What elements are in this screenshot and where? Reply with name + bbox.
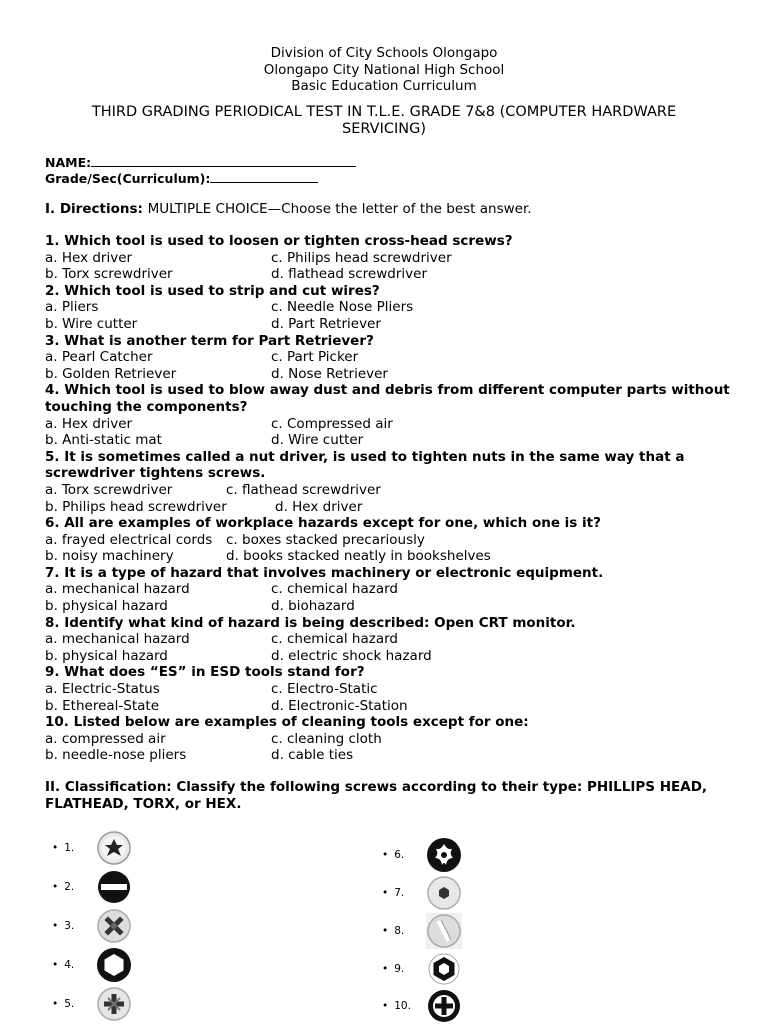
options-row <box>45 731 745 748</box>
option-b[interactable]: b. noisy machinery <box>45 548 174 565</box>
option-c[interactable]: c. Needle Nose Pliers <box>271 299 414 316</box>
question-7: 7. It is a type of hazard that involves machinery or electronic equipment. <box>45 564 604 581</box>
options-row <box>45 681 745 698</box>
name-line[interactable] <box>91 155 356 167</box>
screw-item-3: • 3. <box>52 908 134 944</box>
school-header <box>0 45 768 95</box>
options-row <box>45 499 745 516</box>
question-9: 9. What does “ES” in ESD tools stand for? <box>45 664 365 681</box>
hex-screw-icon <box>94 947 134 983</box>
option-c[interactable]: c. Electro-Static <box>271 681 378 698</box>
option-c[interactable]: c. flathead screwdriver <box>226 481 381 498</box>
option-d[interactable]: d. Hex driver <box>275 498 363 515</box>
screw-item-2: • 2. <box>52 869 134 905</box>
option-a[interactable]: a. Pearl Catcher <box>45 349 153 366</box>
option-a[interactable]: a. Hex driver <box>45 415 133 432</box>
option-b[interactable]: b. Anti-static mat <box>45 432 162 449</box>
option-d[interactable]: d. Part Retriever <box>271 315 381 332</box>
options-row <box>45 432 745 449</box>
screw-item-9: • 9. <box>382 951 464 987</box>
options-row <box>45 250 745 267</box>
hex-screw-icon <box>424 875 464 911</box>
option-a[interactable]: a. mechanical hazard <box>45 631 190 648</box>
option-b[interactable]: b. physical hazard <box>45 598 168 615</box>
grade-label: Grade/Sec(Curriculum): <box>45 171 211 186</box>
question-3: 3. What is another term for Part Retriever? <box>45 332 374 349</box>
option-d[interactable]: d. biohazard <box>271 598 355 615</box>
option-a[interactable]: a. mechanical hazard <box>45 581 190 598</box>
name-field[interactable] <box>45 155 356 170</box>
flathead-screw-icon <box>424 913 464 949</box>
option-b[interactable]: b. Wire cutter <box>45 315 138 332</box>
torx-screw-icon <box>94 830 134 866</box>
options-row <box>45 648 745 665</box>
option-a[interactable]: a. compressed air <box>45 730 166 747</box>
question-10: 10. Listed below are examples of cleaning tools except for one: <box>45 714 529 731</box>
options-row <box>45 598 745 615</box>
flathead-screw-icon <box>94 869 134 905</box>
grade-field[interactable] <box>45 171 318 186</box>
option-b[interactable]: b. physical hazard <box>45 647 168 664</box>
option-b[interactable]: b. Golden Retriever <box>45 365 177 382</box>
option-c[interactable]: c. chemical hazard <box>271 631 398 648</box>
torx-screw-icon <box>424 837 464 873</box>
options-row <box>45 698 745 715</box>
option-a[interactable]: a. Torx screwdriver <box>45 481 173 498</box>
option-c[interactable]: c. boxes stacked precariously <box>226 531 425 548</box>
screw-item-5: • 5. <box>52 986 134 1022</box>
option-c[interactable]: c. Part Picker <box>271 349 359 366</box>
question-list <box>45 233 745 764</box>
directions <box>45 201 745 217</box>
question-5: 5. It is sometimes called a nut driver, is used to tighten nuts in the same way that a screwdriver tightens screws. <box>45 448 685 482</box>
classification-heading: II. Classification: Classify the following screws according to their type: PHILLIPS HEAD, FLATHEAD, TORX, or HEX. <box>45 779 708 812</box>
option-c[interactable]: c. Compressed air <box>271 415 393 432</box>
name-label: NAME: <box>45 155 92 170</box>
question-8: 8. Identify what kind of hazard is being described: Open CRT monitor. <box>45 614 576 631</box>
question-1: 1. Which tool is used to loosen or tighten cross-head screws? <box>45 233 513 249</box>
screw-item-4: • 4. <box>52 947 134 983</box>
school-line: Olongapo City National High School <box>263 61 505 78</box>
option-c[interactable]: c. cleaning cloth <box>271 730 382 747</box>
option-d[interactable]: d. flathead screwdriver <box>271 266 427 283</box>
option-b[interactable]: b. needle-nose pliers <box>45 747 187 764</box>
screw-item-6: • 6. <box>382 837 464 873</box>
option-d[interactable]: d. Nose Retriever <box>271 365 388 382</box>
option-b[interactable]: b. Ethereal-State <box>45 697 160 714</box>
options-row <box>45 349 745 366</box>
options-row <box>45 548 745 565</box>
options-row <box>45 482 745 499</box>
options-row <box>45 299 745 316</box>
option-c[interactable]: c. chemical hazard <box>271 581 398 598</box>
options-row <box>45 366 745 383</box>
options-row <box>45 416 745 433</box>
hex-screw-icon <box>424 951 464 987</box>
phillips-screw-icon <box>94 986 134 1022</box>
options-row <box>45 532 745 549</box>
option-b[interactable]: b. Philips head screwdriver <box>45 498 227 515</box>
option-a[interactable]: a. Pliers <box>45 299 99 316</box>
option-a[interactable]: a. Electric-Status <box>45 681 160 698</box>
test-title: THIRD GRADING PERIODICAL TEST IN T.L.E. GRADE 7&8 (COMPUTER HARDWARE SERVICING) <box>91 104 677 137</box>
curriculum-line: Basic Education Curriculum <box>291 78 477 94</box>
phillips-screw-icon <box>94 908 134 944</box>
screw-item-7: • 7. <box>382 875 464 911</box>
option-d[interactable]: d. Wire cutter <box>271 432 364 449</box>
option-a[interactable]: a. Hex driver <box>45 249 133 266</box>
phillips-screw-icon <box>424 988 464 1024</box>
option-d[interactable]: d. electric shock hazard <box>271 647 432 664</box>
option-c[interactable]: c. Philips head screwdriver <box>271 249 452 266</box>
directions-text: MULTIPLE CHOICE—Choose the letter of the best answer. <box>147 201 532 217</box>
options-row <box>45 581 745 598</box>
question-4: 4. Which tool is used to blow away dust and debris from different computer parts without touching the components? <box>45 382 730 415</box>
question-6: 6. All are examples of workplace hazards except for one, which one is it? <box>45 515 601 532</box>
option-d[interactable]: d. books stacked neatly in bookshelves <box>226 548 491 565</box>
option-a[interactable]: a. frayed electrical cords <box>45 531 213 548</box>
option-d[interactable]: d. cable ties <box>271 747 354 764</box>
grade-line[interactable] <box>210 171 318 183</box>
options-row <box>45 631 745 648</box>
division-line: Division of City Schools Olongapo <box>270 45 498 61</box>
question-2: 2. Which tool is used to strip and cut wires? <box>45 282 380 299</box>
option-d[interactable]: d. Electronic-Station <box>271 697 408 714</box>
options-row <box>45 266 745 283</box>
option-b[interactable]: b. Torx screwdriver <box>45 266 173 283</box>
options-row <box>45 747 745 764</box>
options-row <box>45 316 745 333</box>
screw-item-8: • 8. <box>382 913 464 949</box>
directions-label: I. Directions: <box>45 201 148 217</box>
screw-item-1: • 1. <box>52 830 134 866</box>
screw-item-10: • 10. <box>382 988 464 1024</box>
